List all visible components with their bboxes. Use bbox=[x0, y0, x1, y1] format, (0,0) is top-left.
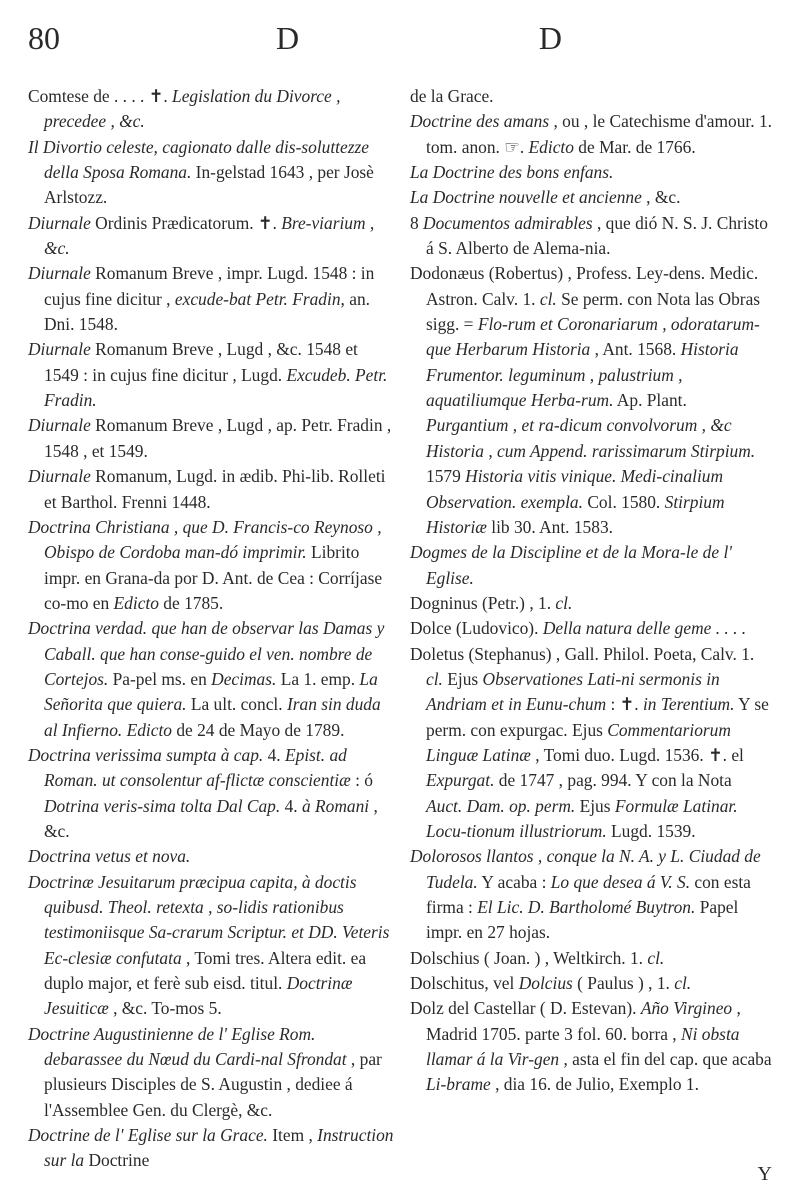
catalog-entry bbox=[28, 464, 396, 515]
page-header bbox=[28, 20, 772, 80]
italic-text: La Señorita que quiera. bbox=[44, 668, 378, 715]
italic-text: Año Virgineo bbox=[640, 998, 733, 1019]
page-number: 80 bbox=[28, 20, 60, 56]
running-letter-right: D bbox=[538, 20, 562, 56]
text: In-gelstad 1643 , per Josè Arlstozz. bbox=[44, 162, 374, 208]
catalog-entry bbox=[28, 261, 396, 337]
italic-text: Doctrina verissima sumpta à cap. bbox=[28, 744, 264, 765]
italic-text: Commentariorum Linguæ Latinæ bbox=[426, 719, 731, 765]
catalog-entry bbox=[28, 84, 396, 135]
text: , Madrid 1705. parte 3 fol. 60. borra , bbox=[426, 998, 741, 1044]
catalog-entry bbox=[28, 1123, 396, 1174]
text: Dogninus (Petr.) , 1. bbox=[410, 592, 556, 613]
catalog-entry bbox=[28, 743, 396, 844]
catalog-entry bbox=[28, 413, 396, 464]
text: Ejus bbox=[442, 668, 483, 689]
italic-text: Edicto bbox=[528, 136, 574, 157]
italic-text: Ni obsta llamar á la Vir-gen bbox=[426, 1023, 740, 1070]
italic-text: Epist. ad Roman. ut consolentur af-flictæ conscientiæ bbox=[44, 744, 351, 791]
text: de 1785. bbox=[158, 592, 224, 613]
italic-text: Doctrina vetus et nova. bbox=[28, 846, 191, 867]
text: Comtese de . . . . bbox=[28, 86, 149, 106]
catalog-entry bbox=[410, 946, 772, 971]
text: : ó bbox=[350, 770, 373, 791]
italic-text: Lo que desea á V. S. bbox=[550, 871, 691, 892]
italic-text: La Doctrine des bons enfans. bbox=[410, 162, 614, 183]
running-letter-left: D bbox=[276, 20, 300, 56]
italic-text: Doctrina verdad. que han de observar las Damas y Caball. que han conse-guido el ven. nombre de Cortejos. bbox=[28, 618, 385, 689]
text: , Ant. 1568. bbox=[590, 339, 681, 360]
text: Dodonæus (Robertus) , Profess. Ley-dens. Medic. Astron. Calv. 1. bbox=[410, 263, 759, 309]
text: Dolz del Castellar ( D. Estevan). bbox=[410, 998, 641, 1019]
text: Dolschitus, vel bbox=[410, 973, 519, 994]
italic-text: Observationes Lati-ni sermonis in Andriam et in Eunu-chum bbox=[426, 668, 720, 715]
italic-text: Doctrinæ Jesuitarum præcipua capita, à doctis quibusd. Theol. retexta , so-lidis rationibus testimoniisque Sa-crarum Scriptur. et DD. Veteris Ec-clesiæ confutata bbox=[28, 871, 390, 968]
text: , dia 16. de Julio, Exemplo 1. bbox=[490, 1074, 699, 1095]
text: Dolce (Ludovico). bbox=[410, 618, 543, 639]
italic-text: Dolcius bbox=[518, 973, 573, 994]
catalog-entry bbox=[28, 1022, 396, 1123]
text: Romanum Breve , impr. Lugd. 1548 : in cujus fine dicitur , bbox=[44, 263, 375, 309]
text: de la Grace. bbox=[410, 86, 494, 106]
italic-text: Doctrine des amans bbox=[410, 111, 550, 132]
italic-text: Historia Frumentor. leguminum , palustrium , aquatiliumque Herba-rum. bbox=[426, 339, 739, 411]
catalog-entry bbox=[410, 160, 772, 185]
text: Pa-pel ms. en bbox=[108, 668, 212, 689]
italic-text: cl. bbox=[426, 668, 443, 689]
italic-text: Formulæ Latinar. Locu-tionum illustriorum. bbox=[426, 795, 738, 841]
catalog-entry bbox=[410, 591, 772, 616]
italic-text: cl. bbox=[647, 947, 665, 968]
catalog-entry bbox=[410, 84, 772, 109]
text: , &c. To-mos 5. bbox=[108, 998, 222, 1019]
text: Romanum Breve , Lugd , ap. Petr. Fradin , 1548 , et 1549. bbox=[44, 415, 392, 461]
italic-text: Doctrine de l' Eglise sur la Grace. bbox=[28, 1125, 268, 1146]
text: 4. bbox=[263, 744, 285, 765]
catalog-entry bbox=[410, 211, 772, 262]
text: , &c. bbox=[641, 187, 681, 208]
italic-text: excude-bat Petr. Fradin bbox=[174, 288, 341, 309]
text: Lugd. 1539. bbox=[606, 820, 696, 841]
italic-text: in Terentium. bbox=[642, 694, 735, 715]
italic-text: Diurnale bbox=[28, 263, 91, 284]
text: , ou , le Catechisme d'amour. 1. tom. anon. ☞. bbox=[426, 111, 772, 157]
catalog-entry bbox=[28, 211, 396, 262]
catalog-entry bbox=[410, 261, 772, 540]
italic-text: Instruction sur la bbox=[44, 1125, 394, 1171]
left-column bbox=[28, 84, 396, 1174]
text: La ult. concl. bbox=[186, 694, 287, 715]
text: ( Paulus ) , 1. bbox=[572, 973, 675, 994]
italic-text: Edicto bbox=[113, 592, 159, 613]
text: La 1. emp. bbox=[276, 668, 360, 689]
text: Col. 1580. bbox=[582, 491, 665, 512]
text: , par plusieurs Disciples de S. Augustin , dediee á l'Assemblee Gen. du Clergè, &c. bbox=[44, 1049, 382, 1120]
text: Item , bbox=[267, 1125, 318, 1146]
text: , que dió N. S. J. Christo á S. Alberto de Alema-nia. bbox=[426, 212, 768, 259]
italic-text: Diurnale bbox=[28, 339, 91, 360]
italic-text: Diurnale bbox=[28, 415, 91, 436]
catalog-entry bbox=[410, 844, 772, 945]
italic-text: à Romani bbox=[301, 795, 370, 816]
italic-text: Diurnale bbox=[28, 466, 91, 487]
text: de 24 de Mayo de 1789. bbox=[172, 719, 345, 740]
text: Papel impr. en 27 hojas. bbox=[426, 897, 739, 943]
italic-text: Della natura delle geme . . . . bbox=[542, 618, 747, 639]
catalog-entry bbox=[410, 185, 772, 210]
text: lib 30. Ant. 1583. bbox=[486, 516, 613, 537]
text: Ejus bbox=[575, 795, 615, 816]
text: : ✝. bbox=[606, 694, 643, 715]
italic-text: Auct. Dam. op. perm. bbox=[426, 795, 576, 816]
catalog-entry bbox=[28, 616, 396, 743]
catalog-entry bbox=[410, 971, 772, 996]
text: , Tomi tres. Altera edit. ea duplo major, et ferè sub eisd. titul. bbox=[44, 947, 367, 994]
text: Romanum, Lugd. in ædib. Phi-lib. Rolleti et Barthol. Frenni 1448. bbox=[44, 466, 386, 512]
italic-text: Documentos admirables bbox=[423, 212, 593, 233]
italic-text: Historia vitis vinique. Medi-cinalium Observation. exempla. bbox=[426, 466, 724, 512]
text: Ap. Plant. bbox=[613, 390, 687, 411]
catalog-entry bbox=[28, 515, 396, 616]
italic-text: Legislation du Divorce , precedee , &c. bbox=[44, 86, 341, 132]
italic-text: Diurnale bbox=[28, 212, 91, 233]
text: Romanum Breve , Lugd , &c. 1548 et 1549 : in cujus fine dicitur , Lugd. bbox=[44, 339, 358, 385]
italic-text: Doctrinæ Jesuiticæ bbox=[44, 973, 353, 1019]
italic-text: Dotrina veris-sima tolta Dal Cap. bbox=[44, 795, 281, 816]
catalog-entry bbox=[28, 870, 396, 1022]
italic-text: Li-brame bbox=[426, 1074, 491, 1095]
catalog-entry bbox=[410, 109, 772, 160]
italic-text: Flo-rum et Coronariarum , odoratarum-que Herbarum Historia bbox=[426, 314, 760, 360]
italic-text: Il Divortio celeste, cagionato dalle dis-soluttezze della Sposa Romana. bbox=[28, 136, 369, 183]
italic-text: Bre-viarium , &c. bbox=[44, 212, 375, 259]
text: , &c. bbox=[44, 795, 378, 841]
text: Doletus (Stephanus) , Gall. Philol. Poeta, Calv. 1. bbox=[410, 643, 755, 664]
text: Doctrine bbox=[84, 1150, 150, 1171]
italic-text: Dolorosos llantos , conque la N. A. y L. Ciudad de Tudela. bbox=[410, 846, 761, 892]
italic-text: Stirpium Historiæ bbox=[426, 491, 725, 537]
italic-text: cl. bbox=[555, 592, 573, 613]
italic-text: Iran sin duda al Infierno. Edicto bbox=[44, 694, 381, 740]
catalog-entry bbox=[28, 337, 396, 413]
italic-text: La Doctrine nouvelle et ancienne bbox=[410, 187, 642, 208]
italic-text: Decimas. bbox=[211, 668, 277, 689]
italic-text: El Lic. D. Bartholomé Buytron. bbox=[477, 897, 696, 917]
text: con esta firma : bbox=[426, 871, 751, 917]
text: Y se perm. con expurgac. Ejus bbox=[426, 694, 769, 740]
text: 1579 bbox=[426, 466, 466, 487]
italic-text: Doctrine Augustinienne de l' Eglise Rom. debarassee du Nœud du Cardi-nal Sfrondat bbox=[28, 1023, 347, 1070]
italic-text: Excudeb. Petr. Fradin. bbox=[44, 364, 388, 411]
catalog-entry bbox=[28, 135, 396, 211]
italic-text: Expurgat. bbox=[426, 770, 495, 791]
text: , asta el fin del cap. que acaba bbox=[559, 1049, 772, 1070]
text: de 1747 , pag. 994. Y con la Nota bbox=[494, 770, 732, 791]
text: 8 bbox=[410, 212, 424, 233]
catalog-entry bbox=[28, 844, 396, 869]
text: Ordinis Prædicatorum. ✝. bbox=[90, 212, 282, 233]
text: 4. bbox=[280, 795, 302, 816]
catalog-entry bbox=[410, 642, 772, 845]
italic-text: Purgantium , et ra-dicum convolvorum , &c Historia , cum Append. rarissimarum Stirpium. bbox=[426, 415, 756, 461]
catalog-entry bbox=[410, 616, 772, 641]
text: Dolschius ( Joan. ) , Weltkirch. 1. bbox=[410, 947, 648, 968]
text: Se perm. con Nota las Obras sigg. = bbox=[426, 288, 761, 335]
catchword: Y bbox=[757, 1163, 772, 1185]
text: ✝. bbox=[148, 86, 173, 106]
text: Y acaba : bbox=[477, 871, 551, 892]
catalog-entry bbox=[410, 996, 772, 1097]
text: , an. Dni. 1548. bbox=[44, 288, 371, 335]
text: , Tomi duo. Lugd. 1536. ✝. el bbox=[530, 744, 744, 765]
italic-text: cl. bbox=[539, 288, 557, 309]
italic-text: Doctrina Christiana , que D. Francis-co Reynoso , Obispo de Cordoba man-dó imprimir. bbox=[28, 516, 382, 563]
italic-text: cl. bbox=[674, 973, 692, 994]
text: Librito impr. en Grana-da por D. Ant. de Cea : Corríjase co-mo en bbox=[44, 542, 383, 613]
right-column bbox=[410, 84, 772, 1098]
italic-text: Dogmes de la Discipline et de la Mora-le de l' Eglise. bbox=[410, 542, 732, 588]
catalog-entry bbox=[410, 540, 772, 591]
text: de Mar. de 1766. bbox=[573, 136, 696, 157]
